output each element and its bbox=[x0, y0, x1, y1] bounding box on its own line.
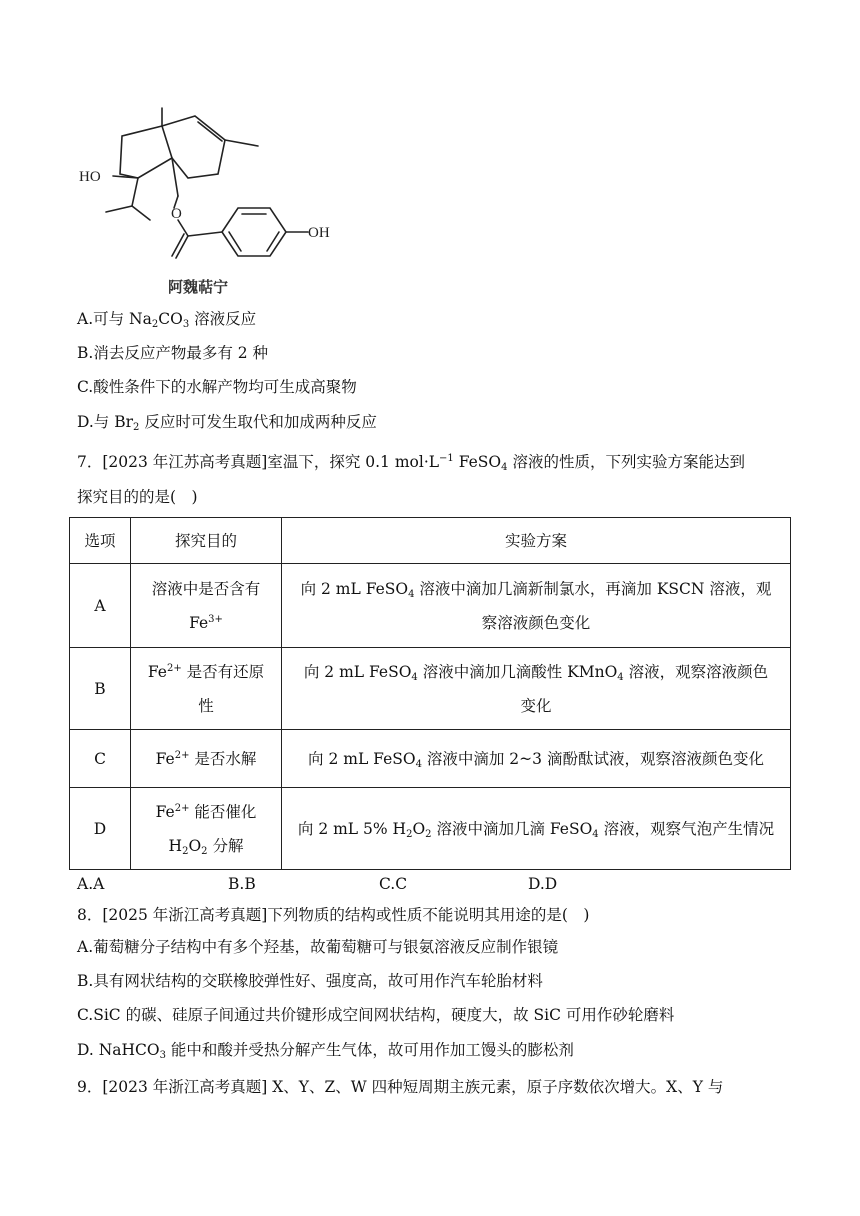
experiment-table bbox=[69, 517, 791, 870]
atom-label-oh: OH bbox=[308, 225, 330, 241]
table-header-row bbox=[70, 518, 791, 564]
q6-option-d: D.与 $Br_2$ 反应时可发生取代和加成两种反应 bbox=[77, 413, 377, 433]
header-plan: 实验方案 bbox=[282, 518, 791, 564]
table-row bbox=[70, 788, 791, 870]
table-row bbox=[70, 564, 791, 648]
row-aim: $Fe^{2+}$ 是否有还原 性 bbox=[131, 648, 282, 730]
q8-option-b: B.具有网状结构的交联橡胶弹性好、强度高，故可用作汽车轮胎材料 bbox=[77, 972, 543, 990]
q7-option-d: D.D bbox=[528, 875, 558, 893]
row-option: C bbox=[70, 730, 131, 788]
header-aim: 探究目的 bbox=[131, 518, 282, 564]
row-plan: 向 2 mL FeSO$_4$ 溶液中滴加 2~3 滴酚酞试液，观察溶液颜色变化 bbox=[282, 730, 791, 788]
q6-option-c: C.酸性条件下的水解产物均可生成高聚物 bbox=[77, 378, 357, 396]
q6-option-a: A.可与 $Na_2CO_3$ 溶液反应 bbox=[77, 310, 257, 330]
q6-option-b: B.消去反应产物最多有 2 种 bbox=[77, 344, 269, 362]
q7-stem-line1: 7．[2023 年江苏高考真题]室温下，探究 0.1 $mol\cdot L^{-1}$ FeSO$_4$ 溶液的性质，下列实验方案能达到 bbox=[77, 453, 745, 473]
row-option: D bbox=[70, 788, 131, 870]
molecule-structure bbox=[70, 96, 350, 301]
q7-stem-line2: 探究目的的是( ) bbox=[77, 488, 198, 506]
q7-option-a: A.A bbox=[77, 875, 105, 893]
q8-option-d: D. NaHCO$_3$ 能中和酸并受热分解产生气体，故可用作加工馒头的膨松剂 bbox=[77, 1041, 574, 1061]
q9-stem: 9．[2023 年浙江高考真题] X、Y、Z、W 四种短周期主族元素，原子序数依次增大。X、Y 与 bbox=[77, 1078, 724, 1096]
row-plan: 向 2 mL 5% $H_2O_2$ 溶液中滴加几滴 FeSO$_4$ 溶液，观察气泡产生情况 bbox=[282, 788, 791, 870]
q7-option-b: B.B bbox=[228, 875, 256, 893]
q8-stem: 8．[2025 年浙江高考真题]下列物质的结构或性质不能说明其用途的是( ) bbox=[77, 906, 590, 924]
atom-label-o: O bbox=[171, 206, 182, 222]
table-row bbox=[70, 648, 791, 730]
row-aim: $Fe^{2+}$ 是否水解 bbox=[131, 730, 282, 788]
row-plan: 向 2 mL FeSO$_4$ 溶液中滴加几滴新制氯水，再滴加 KSCN 溶液，观 察溶液颜色变化 bbox=[282, 564, 791, 648]
header-option: 选项 bbox=[70, 518, 131, 564]
row-aim: $Fe^{2+}$ 能否催化 $H_2O_2$ 分解 bbox=[131, 788, 282, 870]
molecule-name: 阿魏萜宁 bbox=[168, 278, 229, 296]
q7-option-c: C.C bbox=[379, 875, 408, 893]
row-aim: 溶液中是否含有 $Fe^{3+}$ bbox=[131, 564, 282, 648]
q8-option-c: C.SiC 的碳、硅原子间通过共价键形成空间网状结构，硬度大，故 SiC 可用作砂轮磨料 bbox=[77, 1006, 675, 1024]
q8-option-a: A.葡萄糖分子结构中有多个羟基，故葡萄糖可与银氨溶液反应制作银镜 bbox=[77, 938, 559, 956]
table-row bbox=[70, 730, 791, 788]
row-option: B bbox=[70, 648, 131, 730]
atom-label-ho: HO bbox=[79, 169, 101, 185]
row-plan: 向 2 mL FeSO$_4$ 溶液中滴加几滴酸性 KMnO$_4$ 溶液，观察溶液颜色 变化 bbox=[282, 648, 791, 730]
row-option: A bbox=[70, 564, 131, 648]
